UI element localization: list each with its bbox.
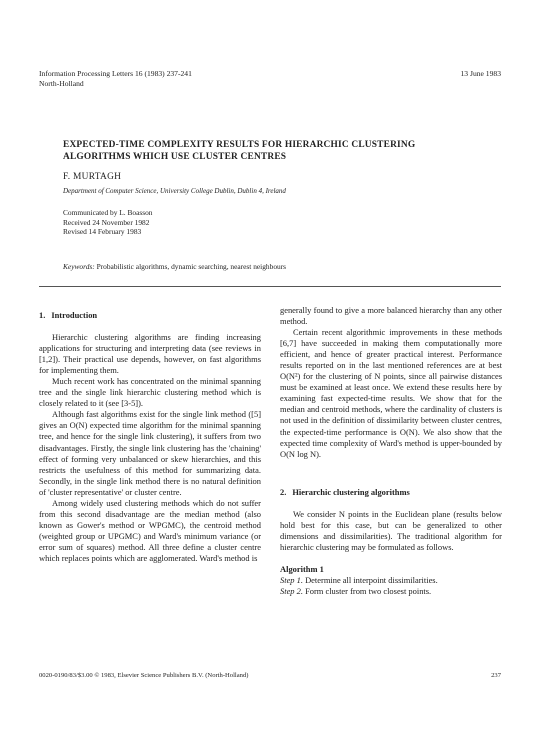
journal-citation: Information Processing Letters 16 (1983) 237-241 — [39, 69, 192, 78]
paragraph: We consider N points in the Euclidean plane (results below hold best for this case, but can be generalized to other dimensions and dissimilarities). The traditional algorithm for hierarchic clustering may be formulated as follows. — [280, 508, 502, 552]
paragraph: generally found to give a more balanced hierarchy than any other method. — [280, 305, 502, 327]
article-title — [63, 139, 483, 163]
running-header — [39, 69, 501, 89]
paragraph: Much recent work has concentrated on the minimal spanning tree and the single link hierarchic clustering method which is closely related to it (see [3-5]). — [39, 376, 261, 409]
algorithm-heading: Algorithm 1 — [280, 563, 324, 574]
section-number: 2. — [280, 486, 287, 497]
section-title: Hierarchic clustering algorithms — [292, 486, 410, 497]
introduction-body — [39, 332, 261, 564]
issue-date: 13 June 1983 — [460, 69, 501, 78]
keywords-label: Keywords: — [63, 262, 95, 271]
keywords-line — [63, 262, 286, 271]
keywords-list: Probabilistic algorithms, dynamic searching, nearest neighbours — [94, 262, 287, 271]
step-label: Step 2. — [280, 585, 303, 596]
step-text: Determine all interpoint dissimilarities. — [302, 574, 438, 585]
paragraph: Hierarchic clustering algorithms are finding increasing applications for structuring and interpreting data (see reviews in [1,2]). Their practical use depends, however, on fast algorithms for implementing them. — [39, 332, 261, 376]
revised-date: Revised 14 February 1983 — [63, 227, 142, 237]
step-label: Step 1. — [280, 574, 303, 585]
algorithm-step-2 — [280, 586, 502, 597]
right-column — [280, 305, 502, 597]
section-heading-hierarchic-clustering — [280, 487, 502, 498]
page-number: 237 — [491, 672, 501, 679]
introduction-continued — [280, 305, 502, 460]
algorithm-step-1 — [280, 575, 502, 586]
received-date: Received 24 November 1982 — [63, 217, 150, 227]
paragraph: Although fast algorithms exist for the single link method ([5] gives an O(N) expected time algorithm for the minimal spanning tree, and hence for the single link clustering), it suffers from two disadvantages. Firstly, the single link clustering has the 'chaining' effect of forming very unbalanced or skew hierarchies, and this restricts the usefulness of this method for summarizing data. Secondly, in the single link method there is no natural definition of 'cluster representative' or cluster centre. — [39, 409, 261, 497]
left-column — [39, 310, 261, 564]
header-divider — [39, 286, 501, 287]
author-name: F. MURTAGH — [63, 172, 122, 182]
paragraph: Among widely used clustering methods which do not suffer from this second disadvantage are the median method (also known as Gower's method or WPGMC), the centroid method (weighted group or UPGMC) and Ward's minimum variance (or error sum of squares) method. All three define a cluster centre which replaces points which are agglomerated. Ward's method is — [39, 497, 261, 563]
step-text: Form cluster from two closest points. — [302, 585, 432, 596]
title-line-2: ALGORITHMS WHICH USE CLUSTER CENTRES — [63, 152, 287, 162]
communicated-by: Communicated by L. Boasson — [63, 208, 153, 217]
author-affiliation: Department of Computer Science, University College Dublin, Dublin 4, Ireland — [63, 187, 286, 195]
editorial-history — [63, 208, 153, 237]
paragraph: Certain recent algorithmic improvements in these methods [6,7] have succeeded in making them computationally more efficient, and hence of greater practical interest. Performance results reported on in the last mentioned references are at best O(N²) for the clustering of N points, since all pairwise distances must be examined at least once. We extend these results here by examining fast expected-time results. We show that for the median and centroid methods, where the cardinality of clusters is not used in the definition of dissimilarity between cluster centres, the expected-time performance is O(N). We also show that the expected time complexity of Ward's method is upper-bounded by O(N log N). — [280, 327, 502, 459]
section2-body — [280, 509, 502, 553]
copyright-line: 0020-0190/83/$3.00 © 1983, Elsevier Science Publishers B.V. (North-Holland) — [39, 672, 249, 679]
title-line-1: EXPECTED-TIME COMPLEXITY RESULTS FOR HIERARCHIC CLUSTERING — [63, 140, 416, 150]
section-title: Introduction — [51, 310, 98, 320]
section-heading-introduction — [39, 310, 261, 321]
publisher-name: North-Holland — [39, 79, 84, 88]
section-number: 1. — [39, 310, 46, 320]
